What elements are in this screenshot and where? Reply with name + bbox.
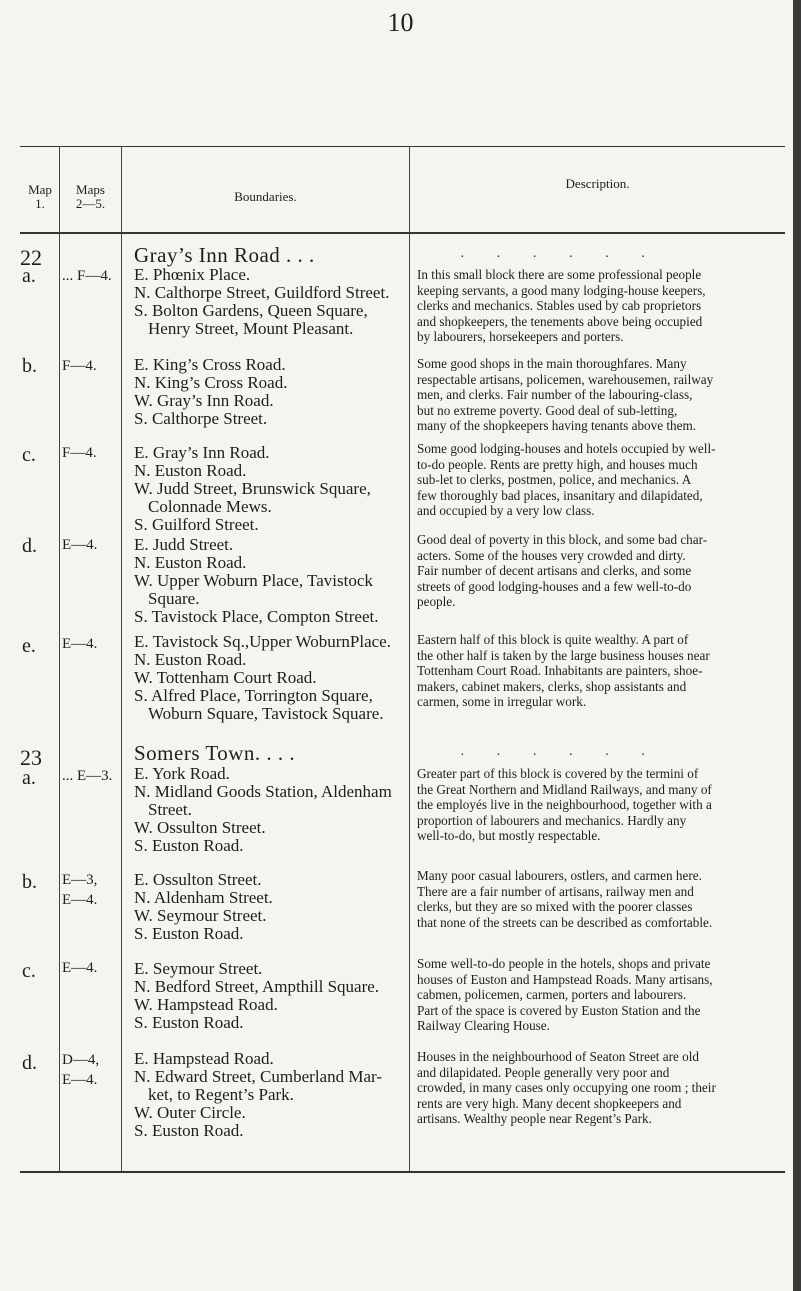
row-boundaries — [134, 536, 406, 626]
header-map — [20, 183, 60, 211]
row-maps — [62, 443, 97, 463]
map-ref: D—4, — [62, 1052, 100, 1068]
description-line: There are a fair number of artisans, railway men and — [417, 883, 694, 899]
column-divider-2 — [121, 146, 122, 1171]
row-maps — [62, 870, 97, 910]
row-letter: b. — [22, 355, 37, 377]
boundary-east: E. Tavistock Sq.,Upper WoburnPlace. — [134, 632, 391, 651]
description-line: cabmen, policemen, carmen, porters and labourers. — [417, 987, 687, 1003]
leader-dots: · · · · · · — [460, 748, 660, 763]
boundary-continued: Woburn Square, Tavistock Square. — [148, 704, 384, 723]
row-description — [417, 267, 795, 345]
row-letter: a. — [22, 265, 36, 287]
description-line: clerks, but they are so mixed with the poorer classes — [417, 899, 693, 915]
boundary-east: E. Seymour Street. — [134, 959, 263, 978]
description-line: the other half is taken by the large business houses near — [417, 647, 710, 663]
description-line: carmen, some in irregular work. — [417, 694, 587, 710]
description-line: by labourers, horsekeepers and porters. — [417, 329, 624, 345]
header-description: Description. — [565, 176, 630, 191]
boundary-continued: Henry Street, Mount Pleasant. — [148, 319, 354, 338]
row-boundaries — [134, 960, 406, 1032]
map-ref: E—4. — [62, 960, 98, 976]
description-line: to-do people. Rents are pretty high, and houses much — [417, 456, 698, 472]
row-description — [417, 441, 795, 519]
description-line: many of the shopkeepers having tenants above them. — [417, 418, 697, 434]
boundary-east: E. Hampstead Road. — [134, 1049, 274, 1068]
section-title-text: Somers Town. . . . — [134, 741, 296, 765]
section-title — [134, 244, 406, 266]
header-maps-label: Maps — [76, 182, 105, 197]
boundary-south: S. Euston Road. — [134, 1121, 244, 1140]
row-description — [417, 632, 795, 710]
map-ref: ... E—3. — [62, 768, 113, 784]
row-maps — [62, 266, 112, 286]
row-boundaries — [134, 1050, 406, 1140]
header-rule — [20, 232, 785, 234]
map-ref: E—3, — [62, 872, 98, 888]
header-maps — [60, 183, 121, 211]
boundary-south: S. Euston Road. — [134, 836, 244, 855]
description-line: sub-let to clerks, postmen, police, and mechanics. A — [417, 472, 692, 488]
boundary-west: W. Upper Woburn Place, Tavistock — [134, 571, 373, 590]
description-line: Fair number of decent artisans and clerks, and some — [417, 563, 692, 579]
row-maps — [62, 634, 97, 654]
row-description — [417, 766, 795, 844]
boundary-north: N. Edward Street, Cumberland Mar- — [134, 1067, 382, 1086]
row-description — [417, 956, 795, 1034]
boundary-south: S. Alfred Place, Torrington Square, — [134, 686, 373, 705]
description-line: and shopkeepers, the tenements above being occupied — [417, 313, 703, 329]
description-line: clerks and mechanics. Stables used by cab proprietors — [417, 298, 702, 314]
row-letter: e. — [22, 635, 36, 657]
boundary-west: W. Seymour Street. — [134, 906, 267, 925]
boundary-south: S. Euston Road. — [134, 924, 244, 943]
description-line: but no extreme poverty. Good deal of sub-letting, — [417, 402, 678, 418]
leader-dots: · · · · · · — [460, 250, 660, 265]
section-number: 23 — [20, 745, 42, 770]
boundary-south: S. Bolton Gardens, Queen Square, — [134, 301, 368, 320]
description-line: people. — [417, 594, 456, 610]
description-line: artisans. Wealthy people near Regent’s Park. — [417, 1111, 652, 1127]
row-boundaries — [134, 356, 406, 428]
description-line: that none of the streets can be described as comfortable. — [417, 914, 713, 930]
boundary-north: N. King’s Cross Road. — [134, 373, 288, 392]
boundary-south: S. Calthorpe Street. — [134, 409, 268, 428]
description-line: Tottenham Court Road. Inhabitants are painters, shoe- — [417, 663, 703, 679]
description-line: well-to-do, but mostly respectable. — [417, 828, 601, 844]
map-ref: E—4. — [62, 892, 98, 908]
top-rule — [20, 146, 785, 147]
section-title — [134, 742, 406, 764]
boundary-west: W. Outer Circle. — [134, 1103, 246, 1122]
boundary-north: N. Aldenham Street. — [134, 888, 273, 907]
map-ref: F—4. — [62, 358, 97, 374]
row-maps — [62, 958, 97, 978]
map-ref: E—4. — [62, 1072, 98, 1088]
description-line: and dilapidated. People generally very poor and — [417, 1064, 670, 1080]
row-description — [417, 1049, 795, 1127]
boundary-west: W. Judd Street, Brunswick Square, — [134, 479, 371, 498]
map-ref: F—4. — [62, 445, 97, 461]
description-line: houses of Euston and Hampstead Roads. Many artisans, — [417, 971, 713, 987]
boundary-continued: Colonnade Mews. — [148, 497, 272, 516]
description-line: In this small block there are some professional people — [417, 267, 702, 282]
boundary-north: N. Euston Road. — [134, 553, 247, 572]
boundary-north: N. Euston Road. — [134, 461, 247, 480]
description-line: keeping servants, a good many lodging-house keepers, — [417, 282, 706, 298]
description-line: streets of good lodging-houses and a few well-to-do — [417, 578, 692, 594]
column-divider-3 — [409, 146, 410, 1171]
header-maps-range: 2—5. — [75, 196, 106, 211]
description-line: few thoroughly bad places, insanitary and dilapidated, — [417, 487, 703, 503]
description-line: Some good lodging-houses and hotels occupied by well- — [417, 441, 716, 456]
description-line: Greater part of this block is covered by the termini of — [417, 766, 699, 781]
description-line: the Great Northern and Midland Railways, and many of — [417, 781, 712, 797]
row-maps — [62, 356, 97, 376]
description-line: crowded, in many cases only occupying one room ; their — [417, 1080, 716, 1096]
header-boundaries: Boundaries. — [234, 189, 297, 204]
row-maps — [62, 535, 97, 555]
boundary-continued: ket, to Regent’s Park. — [148, 1085, 294, 1104]
map-ref: E—4. — [62, 537, 98, 553]
description-line: men, and clerks. Fair number of the labouring-class, — [417, 387, 693, 403]
description-line: and occupied by a very low class. — [417, 503, 595, 519]
boundary-east: E. Ossulton Street. — [134, 870, 262, 889]
boundary-east: E. Judd Street. — [134, 535, 234, 554]
row-letter: c. — [22, 960, 36, 982]
row-letter: d. — [22, 1052, 37, 1074]
description-line: Eastern half of this block is quite wealthy. A part of — [417, 632, 689, 647]
map-ref: ... F—4. — [62, 268, 112, 284]
header-map-number: 1. — [35, 196, 45, 211]
boundary-east: E. York Road. — [134, 764, 230, 783]
row-boundaries — [134, 765, 406, 855]
row-maps — [62, 766, 112, 786]
row-description — [417, 532, 795, 610]
description-line: the employés live in the neighbourhood, together with a — [417, 797, 712, 813]
boundary-south: S. Guilford Street. — [134, 515, 259, 534]
column-divider-1 — [59, 146, 60, 1171]
boundary-continued: Square. — [148, 589, 200, 608]
description-line: Good deal of poverty in this block, and some bad char- — [417, 532, 708, 547]
boundary-west: W. Tottenham Court Road. — [134, 668, 317, 687]
boundary-continued: Street. — [148, 800, 192, 819]
row-boundaries — [134, 444, 406, 534]
header-map-label: Map — [28, 182, 52, 197]
description-line: respectable artisans, policemen, warehousemen, railway — [417, 371, 714, 387]
row-description — [417, 356, 795, 434]
row-maps — [62, 1050, 99, 1090]
description-line: rents are very high. Many decent shopkeepers and — [417, 1095, 682, 1111]
description-line: Some good shops in the main thoroughfares. Many — [417, 356, 687, 371]
boundary-east: E. Gray’s Inn Road. — [134, 443, 270, 462]
row-boundaries — [134, 871, 406, 943]
boundary-east: E. King’s Cross Road. — [134, 355, 286, 374]
boundary-south: S. Euston Road. — [134, 1013, 244, 1032]
section-number: 22 — [20, 245, 42, 270]
boundary-north: N. Euston Road. — [134, 650, 247, 669]
boundary-west: W. Hampstead Road. — [134, 995, 278, 1014]
row-letter: a. — [22, 767, 36, 789]
description-line: Part of the space is covered by Euston Station and the — [417, 1002, 701, 1018]
description-line: acters. Some of the houses very crowded and dirty. — [417, 547, 686, 563]
boundary-north: N. Midland Goods Station, Aldenham — [134, 782, 392, 801]
row-boundaries — [134, 266, 406, 338]
description-line: Railway Clearing House. — [417, 1018, 550, 1034]
map-ref: E—4. — [62, 636, 98, 652]
bottom-rule — [20, 1171, 785, 1173]
boundary-west: W. Gray’s Inn Road. — [134, 391, 274, 410]
row-letter: d. — [22, 535, 37, 557]
row-letter: b. — [22, 871, 37, 893]
boundary-east: E. Phœnix Place. — [134, 265, 251, 284]
section-title-text: Gray’s Inn Road . . . — [134, 243, 315, 267]
boundary-west: W. Ossulton Street. — [134, 818, 266, 837]
description-line: Many poor casual labourers, ostlers, and carmen here. — [417, 868, 702, 883]
boundary-south: S. Tavistock Place, Compton Street. — [134, 607, 379, 626]
description-line: Some well-to-do people in the hotels, shops and private — [417, 956, 711, 971]
description-line: makers, cabinet makers, clerks, shop assistants and — [417, 678, 687, 694]
description-line: proportion of labourers and mechanics. Hardly any — [417, 812, 687, 828]
row-letter: c. — [22, 444, 36, 466]
boundary-north: N. Bedford Street, Ampthill Square. — [134, 977, 380, 996]
description-line: Houses in the neighbourhood of Seaton Street are old — [417, 1049, 700, 1064]
page-number: 10 — [387, 8, 414, 37]
boundary-north: N. Calthorpe Street, Guildford Street. — [134, 283, 390, 302]
row-description — [417, 868, 795, 930]
row-boundaries — [134, 633, 406, 723]
